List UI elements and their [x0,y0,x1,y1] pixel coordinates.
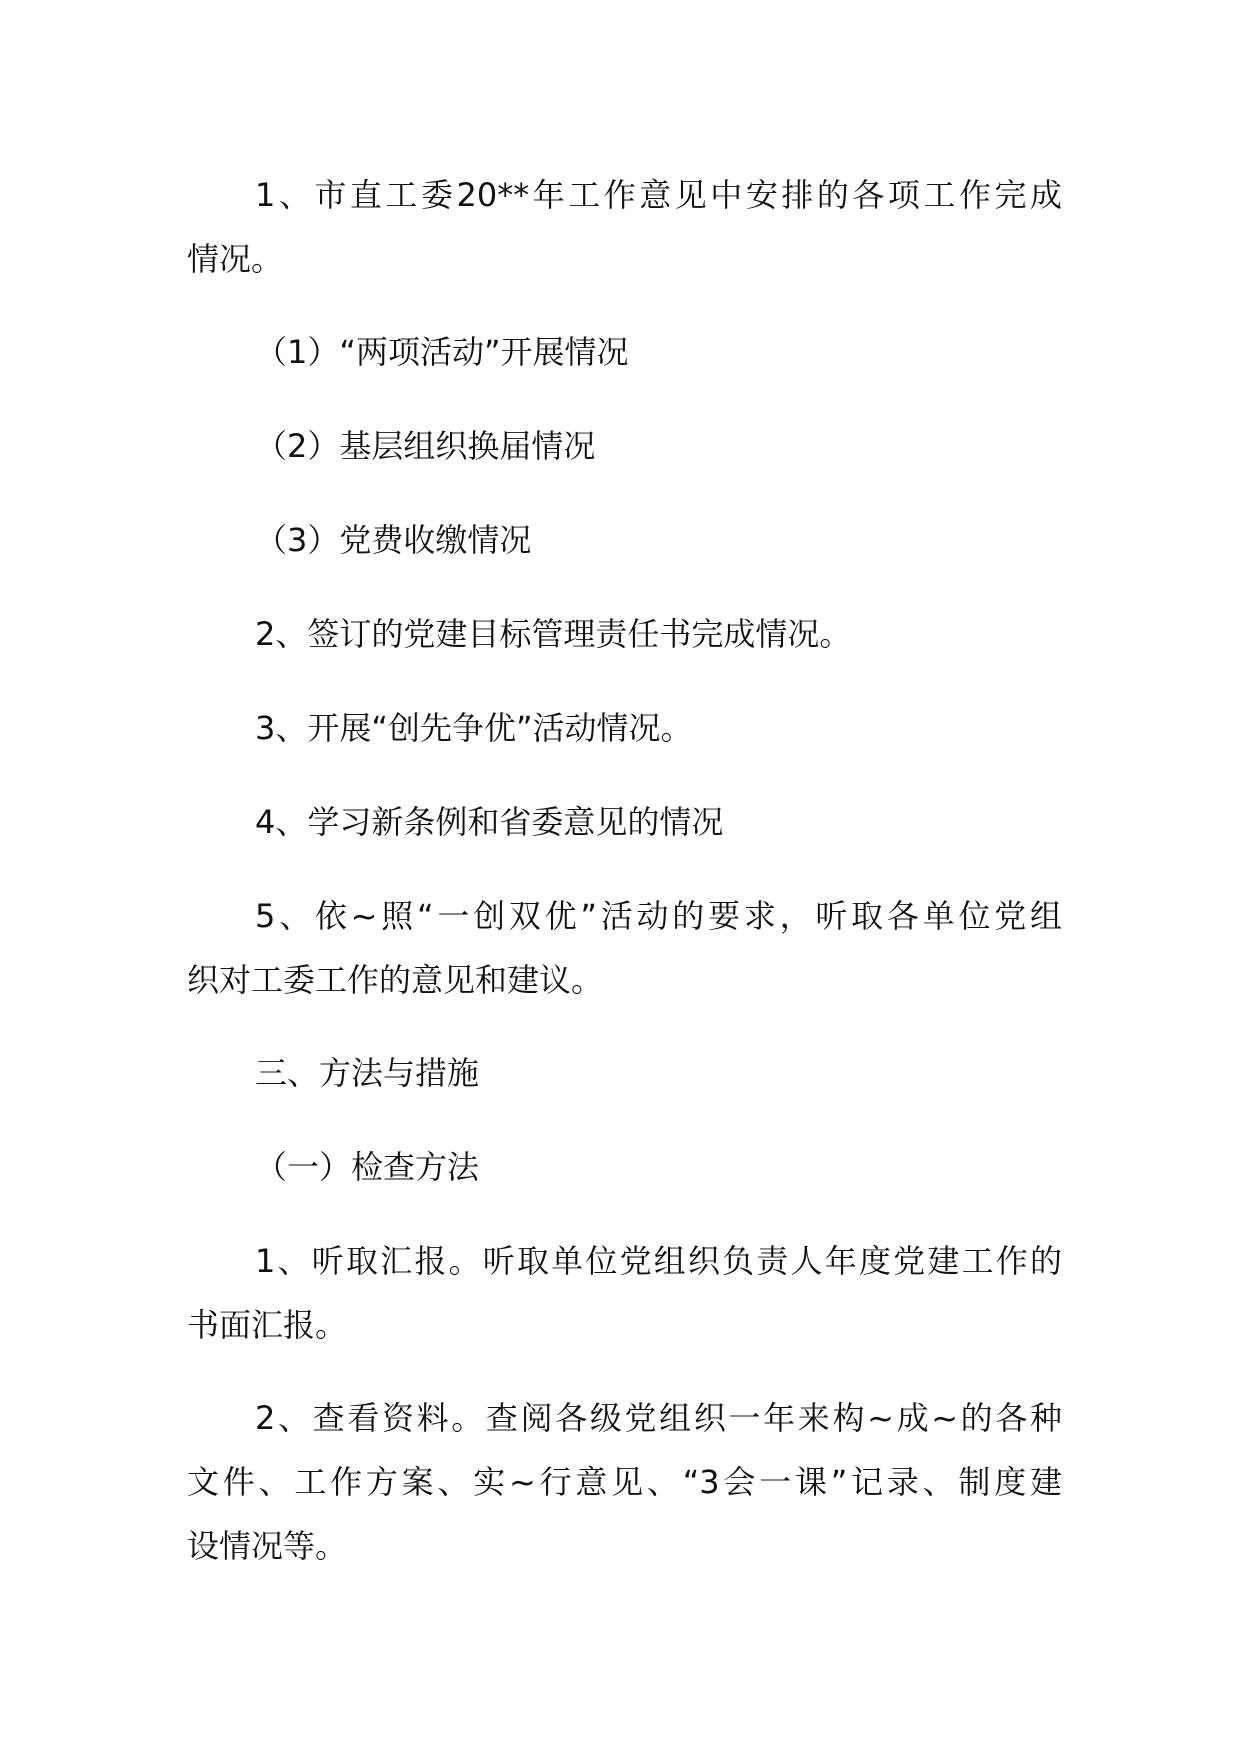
sub-item-3: （3）党费收缴情况 [255,521,532,559]
item-3: 3、开展“创先争优”活动情况。 [255,709,693,747]
item-2: 2、签订的党建目标管理责任书完成情况。 [255,615,852,653]
item-4: 4、学习新条例和省委意见的情况 [255,803,724,841]
item-5-line-2: 织对工委工作的意见和建议。 [187,961,604,999]
paragraph-1-line-2: 情况。 [187,240,284,278]
paragraph-1-line-1: 1、市直工委20**年工作意见中安排的各项工作完成 [255,176,1062,214]
method-1-line-2: 书面汇报。 [187,1306,348,1344]
method-2-line-3: 设情况等。 [187,1527,348,1565]
item-5-line-1: 5、依~照“一创双优”活动的要求，听取各单位党组 [255,897,1062,935]
sub-item-1: （1）“两项活动”开展情况 [255,333,629,371]
sub-item-2: （2）基层组织换届情况 [255,427,596,465]
method-2-line-1: 2、查看资料。查阅各级党组织一年来构~成~的各种 [255,1399,1062,1437]
subsection-heading: （一）检查方法 [255,1148,480,1186]
method-1-line-1: 1、听取汇报。听取单位党组织负责人年度党建工作的 [255,1242,1062,1280]
section-heading: 三、方法与措施 [255,1054,480,1092]
method-2-line-2: 文件、工作方案、实~行意见、“3会一课”记录、制度建 [187,1463,1062,1501]
